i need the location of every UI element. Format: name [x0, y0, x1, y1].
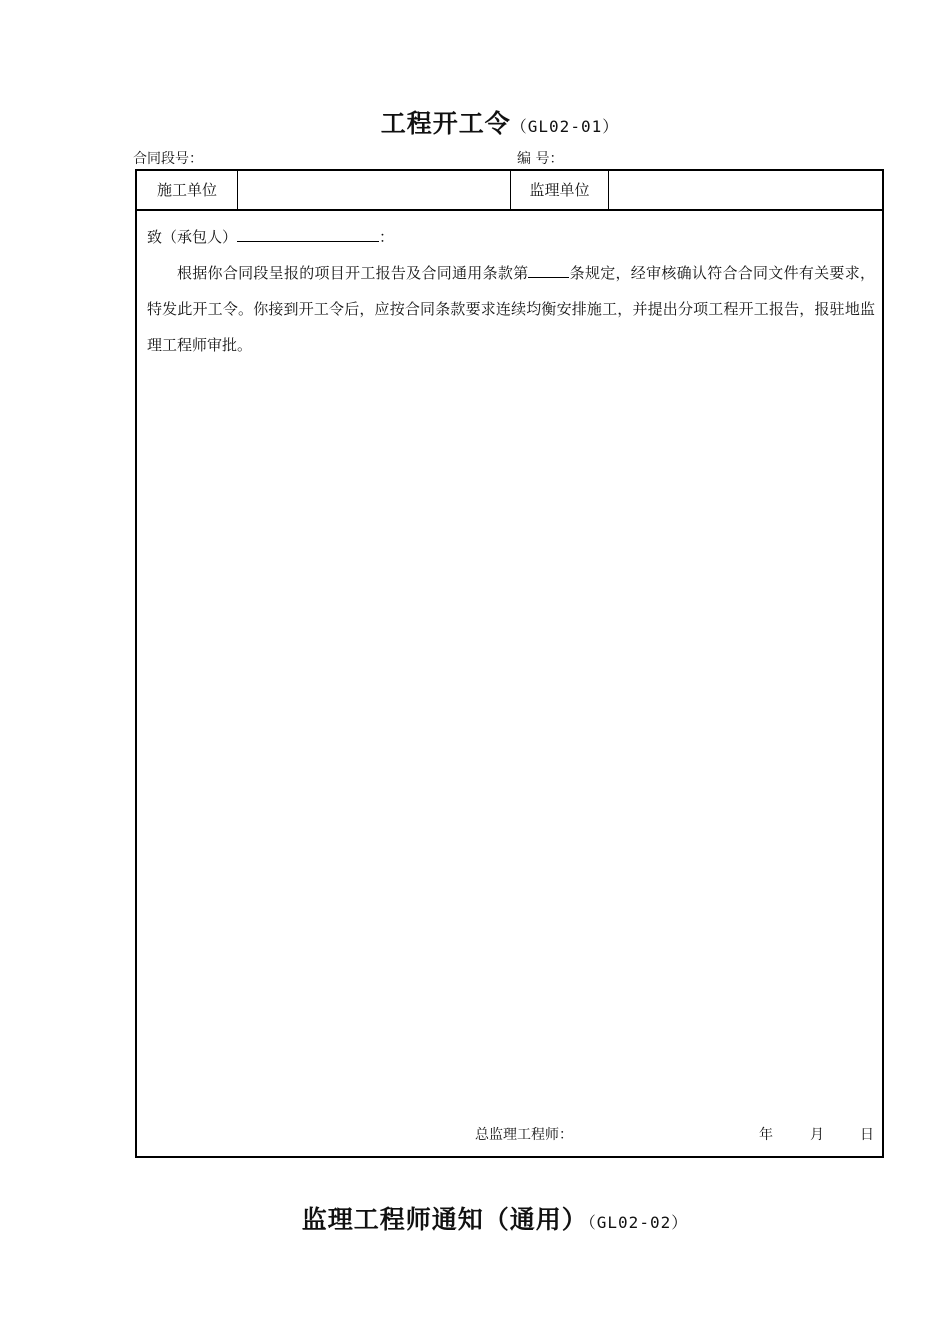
chief-engineer-signature-label: 总监理工程师：: [475, 1127, 573, 1143]
date-year: 年: [759, 1127, 773, 1143]
construction-unit-value: [238, 171, 511, 209]
form2-title: 监理工程师通知（通用）: [301, 1205, 588, 1234]
supervision-unit-label: 监理单位: [511, 171, 609, 209]
addressee-line: [147, 219, 875, 255]
date-month: 月: [810, 1127, 824, 1143]
number-label: 编 号：: [517, 151, 564, 167]
order-paragraph: [147, 255, 875, 363]
units-row: [137, 171, 882, 211]
supervision-unit-value: [609, 171, 882, 209]
addressee-prefix: 致（承包人）: [147, 228, 238, 246]
clause-number-blank: [528, 263, 569, 278]
addressee-suffix: ：: [379, 228, 395, 246]
paragraph-part1: 根据你合同段呈报的项目开工报告及合同通用条款第: [177, 264, 529, 282]
construction-unit-label: 施工单位: [137, 171, 238, 209]
form2-code: （GL02-02）: [587, 1213, 689, 1232]
form2-title-block: [0, 1200, 950, 1236]
form1-code: （GL02-01）: [510, 117, 620, 136]
paragraph-part2: 条规定，经审核确认符合合同文件有关要求，特发此开工令。你接到开工令后，应按合同条款要求连续均衡安排施工，并提出分项工程开工报告，报驻地监理工程师审批。: [147, 264, 875, 354]
start-order-form: [135, 169, 884, 1158]
form1-title-block: [0, 104, 950, 140]
order-body: [147, 219, 875, 363]
date-day: 日: [860, 1127, 874, 1143]
form1-title: 工程开工令: [380, 109, 511, 138]
addressee-blank: [237, 225, 379, 242]
contract-section-label: 合同段号：: [133, 151, 203, 167]
